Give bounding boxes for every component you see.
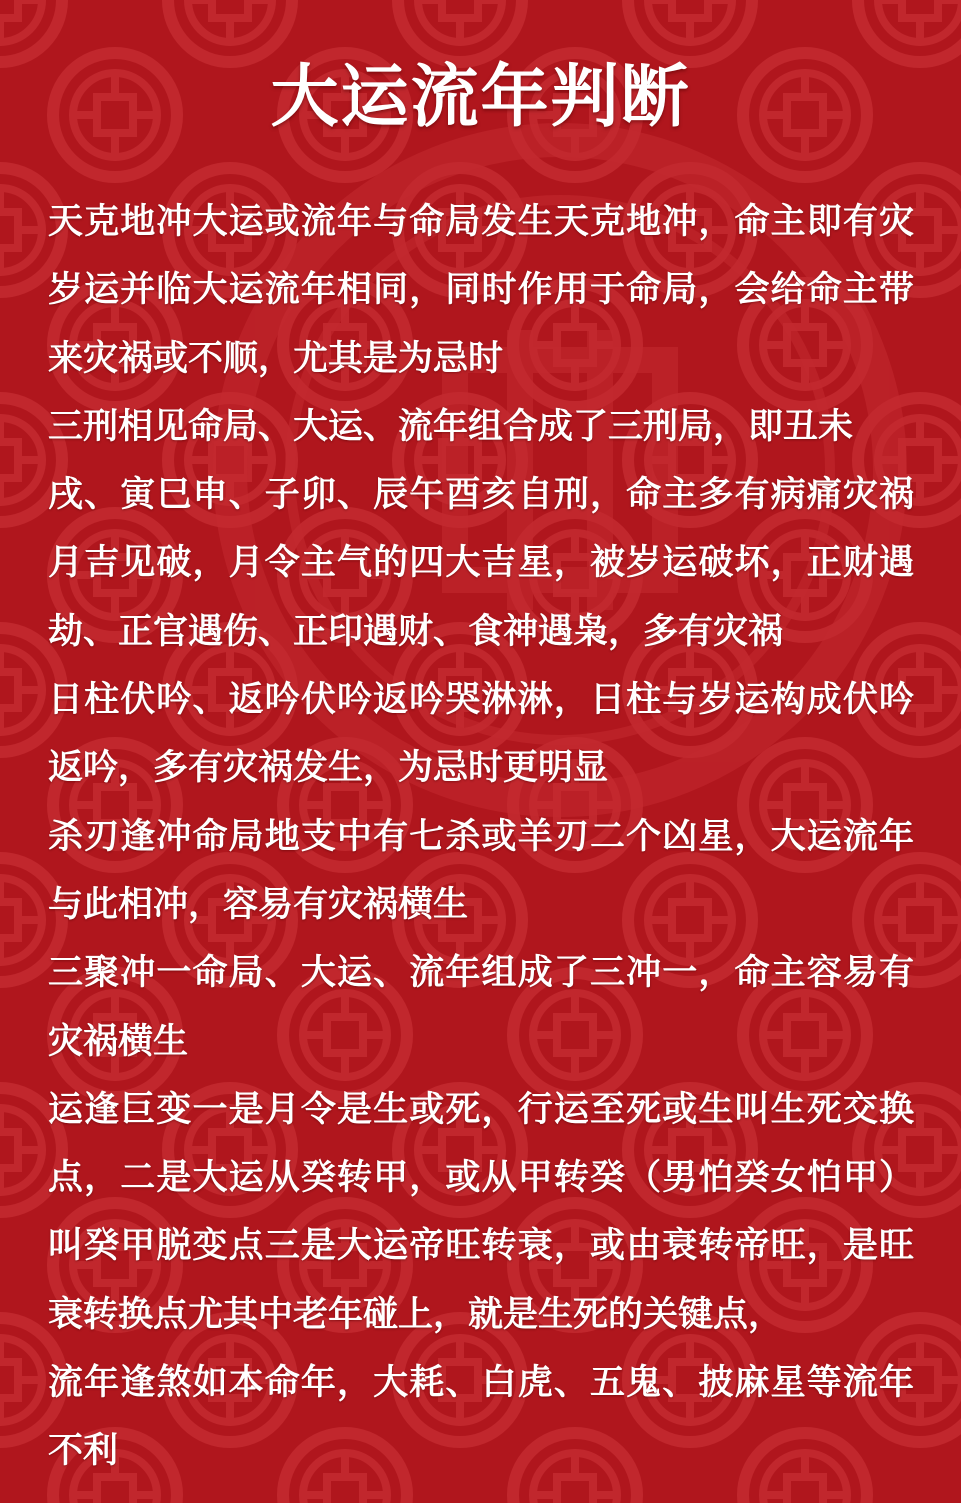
text-line: 岁运并临大运流年相同，同时作用于命局，会给命主带 [48, 269, 914, 311]
text-line: 不利 [48, 1430, 119, 1472]
text-line: 日柱伏吟、返吟伏吟返吟哭淋淋，日柱与岁运构成伏吟 [48, 679, 914, 721]
text-line: 衰转换点尤其中老年碰上，就是生死的关键点， [48, 1293, 784, 1335]
text-line: 来灾祸或不顺，尤其是为忌时 [48, 337, 504, 379]
text-line: 灾祸横生 [48, 1020, 189, 1062]
text-line: 月吉见破，月令主气的四大吉星，被岁运破坏，正财遇 [48, 542, 914, 584]
text-line: 杀刃逢冲命局地支中有七杀或羊刃二个凶星，大运流年 [48, 815, 914, 857]
text-line: 点，二是大运从癸转甲，或从甲转癸（男怕癸女怕甲） [48, 1157, 914, 1199]
text-line: 叫癸甲脱变点三是大运帝旺转衰，或由衰转帝旺，是旺 [48, 1225, 914, 1267]
text-line: 戌、寅巳申、子卯、辰午酉亥自刑，命主多有病痛灾祸 [48, 474, 914, 516]
text-line: 劫、正官遇伤、正印遇财、食神遇枭，多有灾祸 [48, 610, 784, 652]
text-line: 与此相冲，容易有灾祸横生 [48, 883, 469, 925]
text-line: 三刑相见命局、大运、流年组合成了三刑局，即丑未 [48, 405, 854, 447]
text-line: 返吟，多有灾祸发生，为忌时更明显 [48, 747, 609, 789]
text-line: 三聚冲一命局、大运、流年组成了三冲一，命主容易有 [48, 952, 914, 994]
text-line: 流年逢煞如本命年，大耗、白虎、五鬼、披麻星等流年 [48, 1362, 914, 1404]
text-line: 天克地冲大运或流年与命局发生天克地冲，命主即有灾 [48, 201, 914, 242]
text-body [48, 188, 914, 1486]
text-line: 运逢巨变一是月令是生或死，行运至死或生叫生死交换 [48, 1088, 914, 1130]
page-title: 大运流年判断 [270, 57, 691, 137]
